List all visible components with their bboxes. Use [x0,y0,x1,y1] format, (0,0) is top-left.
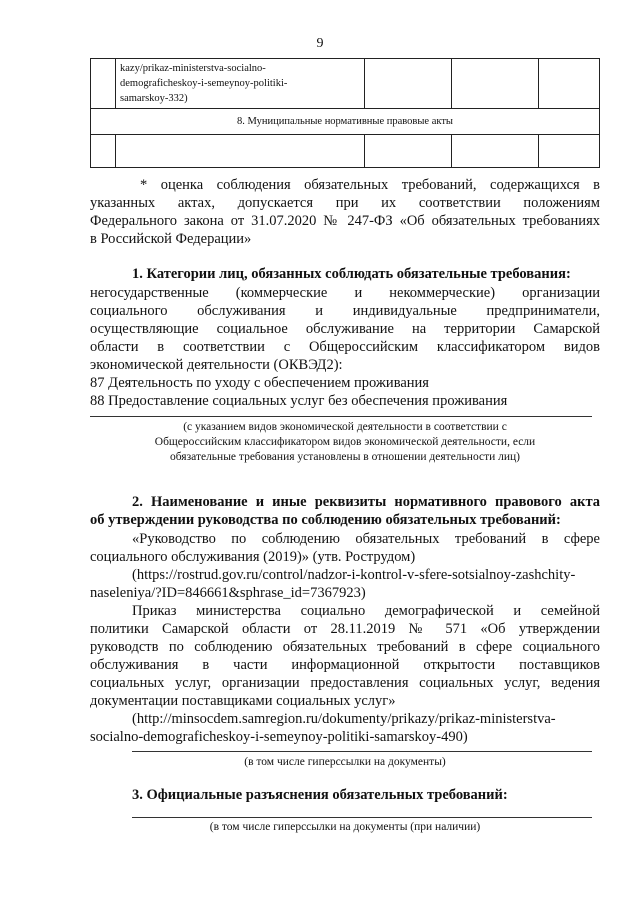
section-2-text: политики Самарской области от 28.11.2019 № 571 «Об утверждении [90,621,600,637]
section-1-heading: 1. Категории лиц, обязанных соблюдать обязательные требования: [132,266,571,282]
section-2-text: социальных услуг, организации предоставления социальных услуг, ведения [90,675,600,691]
section-2-link: naseleniya/?ID=846661&sphrase_id=7367923) [90,585,366,601]
table-cell [365,59,452,109]
section-2-text: социального обслуживания (2019)» (утв. Рострудом) [90,549,416,565]
table-cell [91,59,116,109]
section-2-text: «Руководство по соблюдению обязательных требований в сфере [132,531,600,547]
section-8-title: 8. Муниципальные нормативные правовые акты [91,109,600,135]
requirements-table [90,58,600,168]
okved-item-88: 88 Предоставление социальных услуг без обеспечения проживания [90,393,508,409]
section-2-link: (https://rostrud.gov.ru/control/nadzor-i-kontrol-v-sfere-sotsialnoy-zashchity- [132,567,576,583]
footnote-line: Федерального закона от 31.07.2020 № 247-ФЗ «Об обязательных требованиях [90,213,600,229]
section-2-link: socialno-demograficheskoy-i-semeynoy-politiki-samarskoy-490) [90,729,468,745]
section-2-heading: об утверждении руководства по соблюдению обязательных требований: [90,512,561,528]
fill-line [132,751,592,752]
section-2-text: Приказ министерства социально демографической и семейной [132,603,600,619]
section-2-link: (http://minsocdem.samregion.ru/dokumenty/prikazy/prikaz-ministerstva- [132,711,556,727]
section-1-line: экономической деятельности (ОКВЭД2): [90,357,343,373]
table-cell [539,59,600,109]
table-cell [452,135,539,168]
table-row [91,59,600,109]
footnote-line: в Российской Федерации» [90,231,252,247]
section-1-note [90,420,600,465]
footnote-line: * оценка соблюдения обязательных требований, содержащихся в [140,177,600,193]
section-1-line: осуществляющие социальное обслуживание на территории Самарской [90,321,600,337]
section-2-note: (в том числе гиперссылки на документы) [244,756,446,768]
link-line: samarskoy-332) [120,93,188,104]
table-cell [91,135,116,168]
table-cell [116,135,365,168]
table-cell [539,135,600,168]
fill-line [90,416,592,417]
section-1-line: социального обслуживания и индивидуальные предприниматели, [90,303,600,319]
section-3-heading: 3. Официальные разъяснения обязательных требований: [132,787,508,803]
link-line: demograficheskoy-i-semeynoy-politiki- [120,78,288,89]
table-cell [365,135,452,168]
section-3-note: (в том числе гиперссылки на документы (при наличии) [209,821,481,833]
link-line: kazy/prikaz-ministerstva-socialno- [120,63,266,74]
table-row [91,135,600,168]
section-2-text: руководств по соблюдению обязательных требований в сфере социального [90,639,600,655]
table-row-section [91,109,600,135]
fill-line [132,817,592,818]
page-number: 9 [316,36,324,51]
okved-item-87: 87 Деятельность по уходу с обеспечением проживания [90,375,429,391]
note-line: Общероссийским классификатором видов экономической деятельности, если [154,436,536,448]
section-2-heading: 2. Наименование и иные реквизиты нормативного правового акта [132,494,600,510]
note-line: (с указанием видов экономической деятельности в соответствии с [183,421,507,433]
note-line: обязательные требования установлены в отношении деятельности лиц) [169,451,521,463]
section-1-line: области в соответствии с Общероссийским классификатором видов [90,339,600,355]
section-2-text: обслуживания в части информационной открытости поставщиков [90,657,600,673]
table-cell-link [116,59,365,109]
footnote-line: указанных актах, допускается при их соответствии положениям [90,195,600,211]
section-2-text: документации поставщиками социальных услуг» [90,693,396,709]
section-1-line: негосударственные (коммерческие и некоммерческие) организации [90,285,600,301]
table-cell [452,59,539,109]
